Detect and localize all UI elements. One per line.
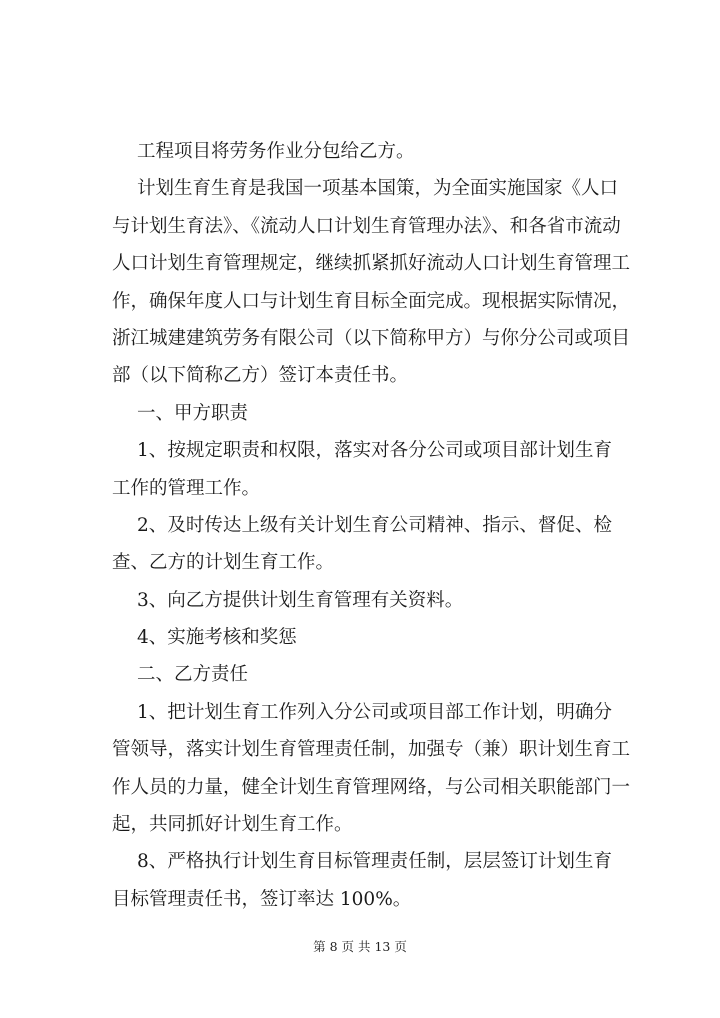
paragraph-line: 8、严格执行计划生育目标管理责任制，层层签订计划生育 [137,851,612,873]
paragraph-line: 4、实施考核和奖惩 [137,627,297,649]
paragraph-line: 与计划生育法》、《流动人口计划生育管理办法》、和各省市流动 [112,215,621,237]
paragraph-line: 作，确保年度人口与计划生育目标全面完成。现根据实际情况， [112,290,631,312]
paragraph-line: 管领导，落实计划生育管理责任制，加强专（兼）职计划生育工 [112,739,631,761]
paragraph-line: 2、及时传达上级有关计划生育公司精神、指示、督促、检 [137,514,612,536]
paragraph-line: 起，共同抓好计划生育工作。 [112,814,353,836]
paragraph-line: 3、向乙方提供计划生育管理有关资料。 [137,589,464,611]
paragraph-line: 作人员的力量，健全计划生育管理网络，与公司相关职能部门一 [112,776,631,798]
paragraph-line: 目标管理责任书，签订率达 100%。 [112,888,412,910]
document-body [112,133,631,918]
paragraph-line: 浙江城建建筑劳务有限公司（以下简称甲方）与你分公司或项目 [112,327,631,349]
section-heading: 二、乙方责任 [137,664,249,686]
paragraph-line: 计划生育生育是我国一项基本国策，为全面实施国家《人口 [137,178,619,200]
paragraph-line: 工作的管理工作。 [112,477,261,499]
paragraph-line: 1、把计划生育工作列入分公司或项目部工作计划，明确分 [137,701,612,723]
paragraph-line: 部（以下简称乙方）签订本责任书。 [112,365,409,387]
paragraph-line: 查、乙方的计划生育工作。 [112,552,335,574]
section-heading: 一、甲方职责 [137,402,249,424]
paragraph-line: 人口计划生育管理规定，继续抓紧抓好流动人口计划生育管理工 [112,253,631,275]
paragraph-line: 1、按规定职责和权限，落实对各分公司或项目部计划生育 [137,440,612,462]
paragraph-line: 工程项目将劳务作业分包给乙方。 [137,141,415,162]
page-footer: 第 8 页 共 13 页 [313,939,407,954]
